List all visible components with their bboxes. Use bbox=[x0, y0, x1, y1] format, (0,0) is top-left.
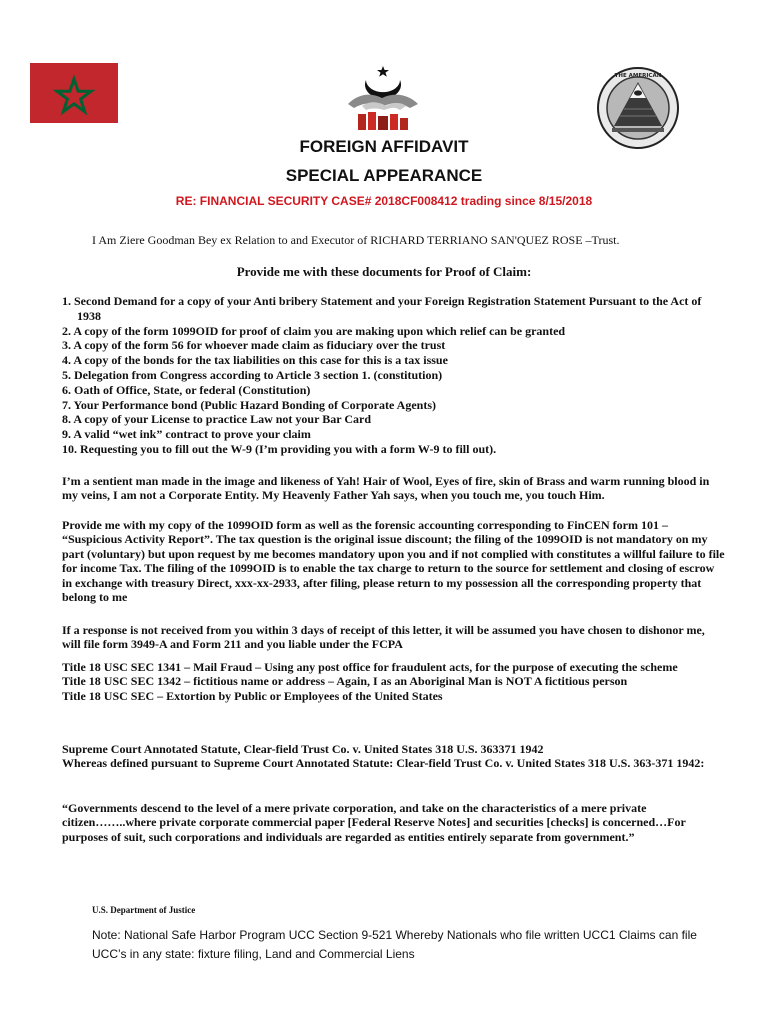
usc-title-line: Title 18 USC SEC 1341 – Mail Fraud – Using any post office for fraudulent acts, for the purpose of executing the scheme bbox=[62, 660, 678, 674]
document-subtitle: SPECIAL APPEARANCE bbox=[285, 166, 483, 185]
usc-titles-block bbox=[62, 660, 726, 703]
list-item: 5. Delegation from Congress according to Article 3 section 1. (constitution) bbox=[62, 367, 443, 382]
form-1099oid-paragraph: Provide me with my copy of the 1099OID form as well as the forensic accounting corresponding to FinCEN form 101 – “Suspicious Activity Report”. The tax question is the original issue discount; the filing of the 1099OID is not mandatory on my part (voluntary) but upon request by me becomes mandatory upon you and if not complied with constitutes a willful failure to file for income Tax. The filing of the 1099OID is to enable the tax charge to return to the source for settlement and closing of escrow in exchange with treasury Direct, xxx-xx-2933, after filing, please return to my possession all the corresponding property that belong to me bbox=[62, 518, 725, 605]
morocco-flag-icon bbox=[30, 63, 118, 123]
sentient-man-paragraph: I’m a sentient man made in the image and likeness of Yah! Hair of Wool, Eyes of fire, skin of Brass and warm running blood in my veins, I am not a Corporate Entity. My Heavenly Father Yah says, when you touch me, you touch Him. bbox=[62, 474, 710, 503]
crescent-handshake-logo-icon bbox=[340, 60, 426, 134]
list-item: 9. A valid “wet ink” contract to prove your claim bbox=[62, 427, 311, 442]
svg-text:THE AMERICAN: THE AMERICAN bbox=[614, 73, 662, 79]
usc-title-line: Title 18 USC SEC 1342 – fictitious name or address – Again, I as an Aboriginal Man is NOT A fictitious person bbox=[62, 674, 628, 689]
supreme-court-line: Supreme Court Annotated Statute, Clear-field Trust Co. v. United States 318 U.S. 363371 1942 bbox=[62, 742, 544, 756]
list-item: 3. A copy of the form 56 for whoever made claim as fiduciary over the trust bbox=[62, 338, 446, 353]
safe-harbor-note: Note: National Safe Harbor Program UCC Section 9-521 Whereby Nationals who file written UCC1 Claims can file UCC’s in any state: fixture filing, Land and Commercial Liens bbox=[92, 928, 697, 961]
response-deadline-paragraph: If a response is not received from you within 3 days of receipt of this letter, it will be assumed you have chosen to dishonor me, will file form 3949-A and Form 211 and you liable under the FCPA bbox=[62, 623, 705, 652]
proof-of-claim-heading: Provide me with these documents for Proof of Claim: bbox=[236, 264, 532, 279]
case-reference-line: RE: FINANCIAL SECURITY CASE# 2018CF008412 trading since 8/15/2018 bbox=[175, 194, 593, 208]
list-item: 6. Oath of Office, State, or federal (Constitution) bbox=[62, 382, 311, 397]
list-item: 8. A copy of your License to practice Law not your Bar Card bbox=[62, 412, 371, 427]
list-item: 7. Your Performance bond (Public Hazard Bonding of Corporate Agents) bbox=[62, 397, 436, 412]
list-item: 1. Second Demand for a copy of your Anti bribery Statement and your Foreign Registration Statement Pursuant to the Act of 1938 bbox=[62, 294, 702, 323]
declaration-line: I Am Ziere Goodman Bey ex Relation to and Executor of RICHARD TERRIANO SAN'QUEZ ROSE –Trust. bbox=[92, 233, 620, 247]
doj-label: U.S. Department of Justice bbox=[92, 905, 196, 915]
list-item: 10. Requesting you to fill out the W-9 (I’m providing you with a form W-9 to fill out). bbox=[62, 441, 497, 456]
supreme-court-line: Whereas defined pursuant to Supreme Court Annotated Statute: Clear-field Trust Co. v. United States 318 U.S. 363-371 1942: bbox=[62, 756, 705, 771]
supreme-court-block bbox=[62, 742, 726, 771]
governments-quote: “Governments descend to the level of a mere private corporation, and take on the characteristics of a mere private citizen……..where private corporate commercial paper [Federal Reserve Notes] and securities [checks] is concerned…For purposes of suit, such corporations and individuals are regarded as entities entirely separate from government.” bbox=[62, 801, 686, 844]
list-item: 4. A copy of the bonds for the tax liabilities on this case for this is a tax issue bbox=[62, 353, 448, 368]
usc-title-line: Title 18 USC SEC – Extortion by Public or Employees of the United States bbox=[62, 688, 443, 703]
document-title: FOREIGN AFFIDAVIT bbox=[299, 137, 469, 156]
document-request-list bbox=[62, 294, 726, 457]
list-item: 2. A copy of the form 1099OID for proof of claim you are making upon which relief can be granted bbox=[62, 323, 566, 338]
